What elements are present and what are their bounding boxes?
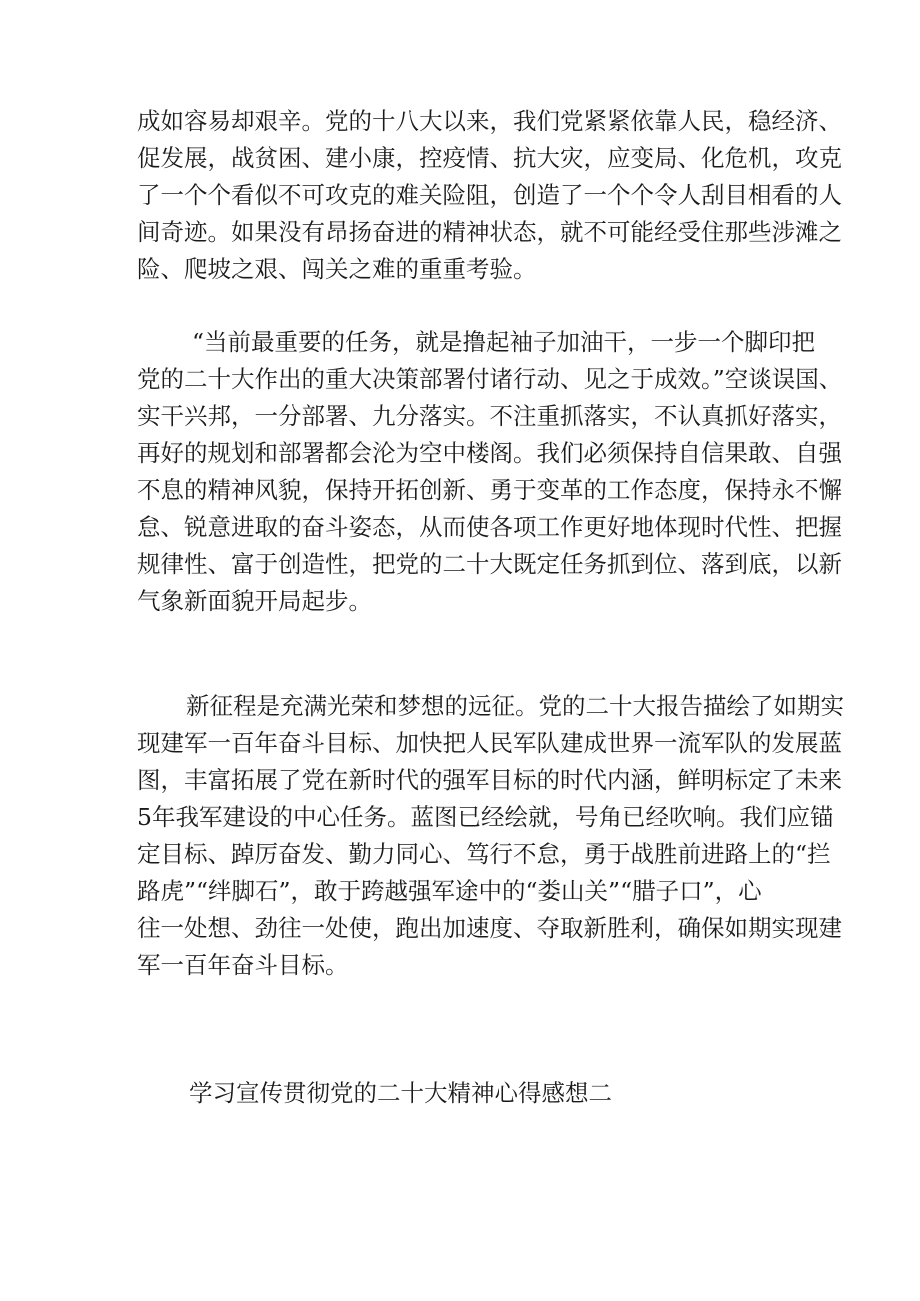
paragraph-line: 路虎”“绊脚石”，敢于跨越强军途中的“娄山关”“腊子口”，心 [137, 877, 762, 905]
paragraph-line: 气象新面貌开局起步。 [137, 587, 372, 615]
paragraph-line: 间奇迹。如果没有昂扬奋进的精神状态，就不可能经受住那些涉滩之 [137, 218, 842, 246]
paragraph-line: 新征程是充满光荣和梦想的远征。党的二十大报告描绘了如期实 [186, 692, 844, 720]
paragraph-line: 了一个个看似不可攻克的难关险阻，创造了一个个令人刮目相看的人 [137, 181, 842, 209]
paragraph-line: 再好的规划和部署都会沦为空中楼阁。我们必须保持自信果敢、自强 [137, 439, 842, 467]
paragraph-line: 定目标、踔厉奋发、勤力同心、笃行不怠，勇于战胜前进路上的“拦 [137, 840, 831, 868]
paragraph-line: 成如容易却艰辛。党的十八大以来，我们党紧紧依靠人民，稳经济、 [137, 107, 842, 135]
paragraph-line: 5年我军建设的中心任务。蓝图已经绘就，号角已经吹响。我们应锚 [137, 803, 834, 831]
paragraph-line: 怠、锐意进取的奋斗姿态，从而使各项工作更好地体现时代性、把握 [137, 513, 842, 541]
paragraph-line: 图，丰富拓展了党在新时代的强军目标的时代内涵，鲜明标定了未来 [137, 766, 842, 794]
paragraph-line: 实干兴邦，一分部署、九分落实。不注重抓落实，不认真抓好落实， [137, 402, 842, 430]
paragraph-line: 党的二十大作出的重大决策部署付诸行动、见之于成效。”空谈误国、 [137, 365, 843, 393]
paragraph-line: 不息的精神风貌，保持开拓创新、勇于变革的工作态度，保持永不懈 [137, 476, 842, 504]
paragraph-line: 险、爬坡之艰、闯关之难的重重考验。 [137, 255, 537, 283]
paragraph-line: 规律性、富于创造性，把党的二十大既定任务抓到位、落到底，以新 [137, 550, 842, 578]
paragraph-line: 军一百年奋斗目标。 [137, 951, 349, 979]
section-heading: 学习宣传贯彻党的二十大精神心得感想二 [189, 1079, 612, 1107]
paragraph-line: “当前最重要的任务，就是撸起袖子加油干，一步一个脚印把 [192, 328, 816, 356]
paragraph-line: 促发展，战贫困、建小康，控疫情、抗大灾，应变局、化危机，攻克 [137, 144, 842, 172]
paragraph-line: 往一处想、劲往一处使，跑出加速度、夺取新胜利，确保如期实现建 [137, 914, 842, 942]
paragraph-line: 现建军一百年奋斗目标、加快把人民军队建成世界一流军队的发展蓝 [137, 729, 842, 757]
